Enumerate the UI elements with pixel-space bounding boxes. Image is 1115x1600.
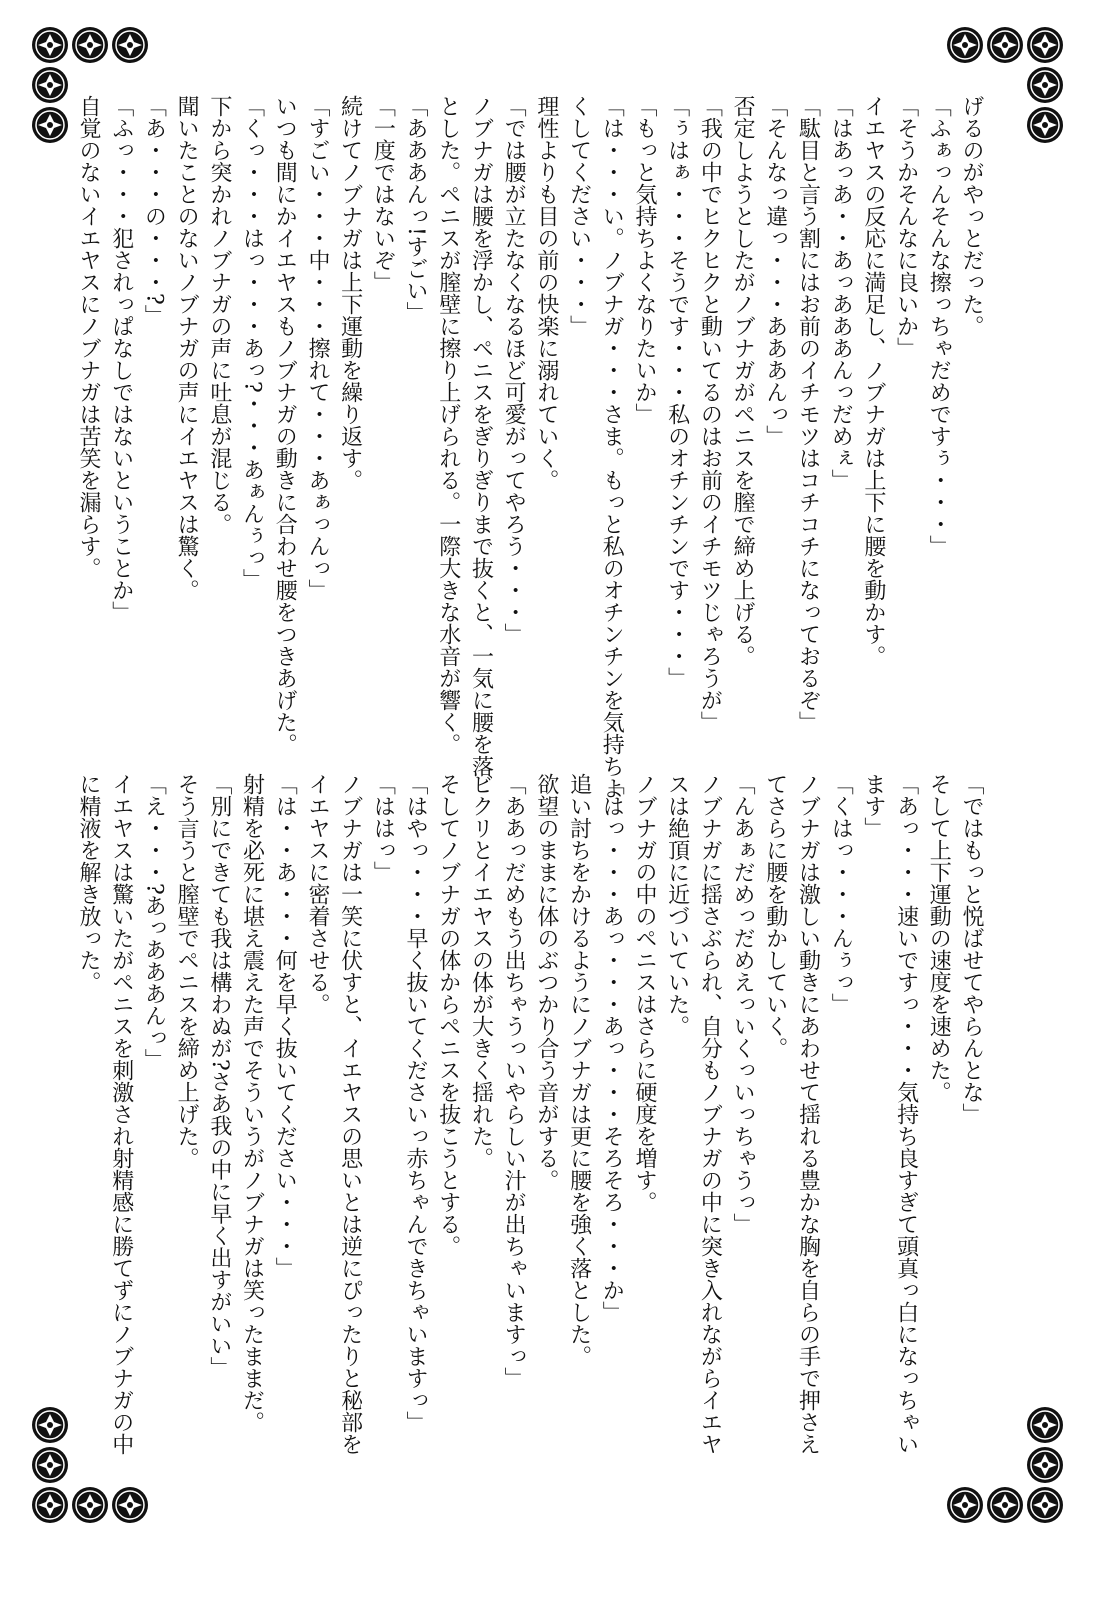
text-line: くしてください・・・」 <box>566 95 592 337</box>
text-line: 「あ・・・の・・・?」 <box>141 95 167 327</box>
text-line: 「んあぁだめっだめえっいくっいっちゃうっ」 <box>730 773 756 1235</box>
text-line: 「ではもっと悦ばせてやらんとな」 <box>959 773 984 1125</box>
text-line: いつも間にかイエヤスもノブナガの動きに合わせ腰をつきあげた。 <box>272 95 298 755</box>
text-line: イエヤスは驚いたがペニスを刺激され射精感に勝てずにノブナガの中 <box>108 773 134 1455</box>
text-line: げるのがやっとだった。 <box>959 95 984 337</box>
text-line: 「もっと気持ちよくなりたいか」 <box>631 95 657 425</box>
family-crest-icon <box>1027 1447 1063 1483</box>
family-crest-icon <box>1027 107 1063 143</box>
text-line: 否定しようとしたがノブナガがペニスを膣で締め上げる。 <box>730 95 756 667</box>
family-crest-icon <box>1027 1407 1063 1443</box>
text-line: 射精を必死に堪え震えた声でそういうがノブナガは笑ったままだ。 <box>239 773 265 1433</box>
text-line: ノブナガは腰を浮かし、ペニスをぎりぎりまで抜くと、一気に腰を落 <box>468 95 494 777</box>
family-crest-icon <box>987 27 1023 63</box>
text-line: 「駄目と言う割にはお前のイチモツはコチコチになっておるぞ」 <box>795 95 821 733</box>
text-line: そう言うと膣壁でペニスを締め上げた。 <box>174 773 200 1169</box>
family-crest-icon <box>947 27 983 63</box>
text-line: 「はあっあ・・あっあああんっだめぇ」 <box>828 95 854 491</box>
text-line: ノブナガは激しい動きにあわせて揺れる豊かな胸を自らの手で押さえ <box>795 773 821 1455</box>
family-crest-icon <box>72 1487 108 1523</box>
text-line: 「別にできても我は構わぬが?さあ我の中に早く出すがいい」 <box>206 773 232 1379</box>
text-line: スは絶頂に近づいていた。 <box>664 773 690 1037</box>
family-crest-icon <box>947 1487 983 1523</box>
text-line: 「あっ・・・速いですっ・・・気持ち良すぎて頭真っ白になっちゃい <box>893 773 919 1455</box>
text-line: 自覚のないイエヤスにノブナガは苦笑を漏らす。 <box>76 95 102 579</box>
text-line: 「は・・・い。ノブナガ・・・さま。もっと私のオチンチンを気持ちよ <box>599 95 625 799</box>
text-line: 「ぅはぁ・・・そうです・・・私のオチンチンです・・・」 <box>664 95 690 689</box>
text-line: 「ふっ・・・犯されっぱなしではないということか」 <box>108 95 134 623</box>
text-line: 追い討ちをかけるようにノブナガは更に腰を強く落とした。 <box>566 773 592 1367</box>
family-crest-icon <box>987 1487 1023 1523</box>
text-line: 「ああっだめもう出ちゃうっいやらしい汁が出ちゃいますっ」 <box>501 773 527 1389</box>
text-line: てさらに腰を動かしていく。 <box>762 773 788 1059</box>
family-crest-icon <box>32 67 68 103</box>
text-line: 「我の中でヒクヒクと動いてるのはお前のイチモツじゃろうが」 <box>697 95 723 733</box>
text-line: 「そんなっ違っ・・・あああんっ」 <box>762 95 788 447</box>
text-line: 「くはっ・・・んぅっ」 <box>828 773 854 1015</box>
text-line: ます」 <box>860 773 886 839</box>
text-line: とした。ペニスが膣壁に擦り上げられる。一際大きな水音が響く。 <box>435 95 461 755</box>
family-crest-icon <box>32 27 68 63</box>
text-line: 「は・・あ・・・何を早く抜いてください・・・」 <box>272 773 298 1279</box>
text-line: 欲望のままに体のぶつかり合う音がする。 <box>533 773 559 1191</box>
text-line: 「そうかそんなに良いか」 <box>893 95 919 359</box>
lower-text-block <box>71 773 987 1453</box>
text-line: 下から突かれノブナガの声に吐息が混じる。 <box>206 95 232 535</box>
text-line: 聞いたことのないノブナガの声にイエヤスは驚く。 <box>174 95 200 601</box>
family-crest-icon <box>112 27 148 63</box>
family-crest-icon <box>112 1487 148 1523</box>
text-line: 「一度ではないぞ」 <box>370 95 396 293</box>
text-line: そして上下運動の速度を速めた。 <box>926 773 952 1103</box>
text-line: 続けてノブナガは上下運動を繰り返す。 <box>337 95 363 491</box>
text-line: に精液を解き放った。 <box>76 773 102 993</box>
family-crest-icon <box>72 27 108 63</box>
upper-text-block <box>71 95 987 799</box>
text-line: 「ふぁっんそんな擦っちゃだめですぅ・・・」 <box>926 95 952 557</box>
family-crest-icon <box>32 107 68 143</box>
text-line: イエヤスの反応に満足し、ノブナガは上下に腰を動かす。 <box>860 95 886 667</box>
text-line: 「では腰が立たなくなるほど可愛がってやろう・・・」 <box>501 95 527 645</box>
text-line: 「くっ・・・はっ・・・あっ?・・・あぁんぅっ」 <box>239 95 265 591</box>
text-line: 「え・・・?あっあああんっ」 <box>141 773 167 1071</box>
text-line: 「すごい・・・中・・・擦れて・・・あぁっんっ」 <box>304 95 330 601</box>
text-line: 「ははっ」 <box>370 773 396 883</box>
text-line: ビクリとイエヤスの体が大きく揺れた。 <box>468 773 494 1169</box>
text-line: 「はやっ・・・早く抜いてくださいっ赤ちゃんできちゃいますっ」 <box>403 773 429 1433</box>
text-line: ノブナガは一笑に伏すと、イエヤスの思いとは逆にぴったりと秘部を <box>337 773 363 1455</box>
text-line: 「あああんっ!すごい」 <box>403 95 429 324</box>
text-line: ノブナガの中のペニスはさらに硬度を増す。 <box>631 773 657 1213</box>
family-crest-icon <box>1027 1487 1063 1523</box>
text-line: イエヤスに密着させる。 <box>304 773 330 1015</box>
family-crest-icon <box>1027 67 1063 103</box>
family-crest-icon <box>1027 27 1063 63</box>
text-line: 「はっ・・・あっ・・・あっ・・・そろそろ・・・か」 <box>599 773 625 1323</box>
text-line: ノブナガに揺さぶられ、自分もノブナガの中に突き入れながらイエヤ <box>697 773 723 1455</box>
family-crest-icon <box>32 1407 68 1443</box>
text-line: そしてノブナガの体からペニスを抜こうとする。 <box>435 773 461 1257</box>
family-crest-icon <box>32 1487 68 1523</box>
family-crest-icon <box>32 1447 68 1483</box>
text-line: 理性よりも目の前の快楽に溺れていく。 <box>533 95 559 491</box>
